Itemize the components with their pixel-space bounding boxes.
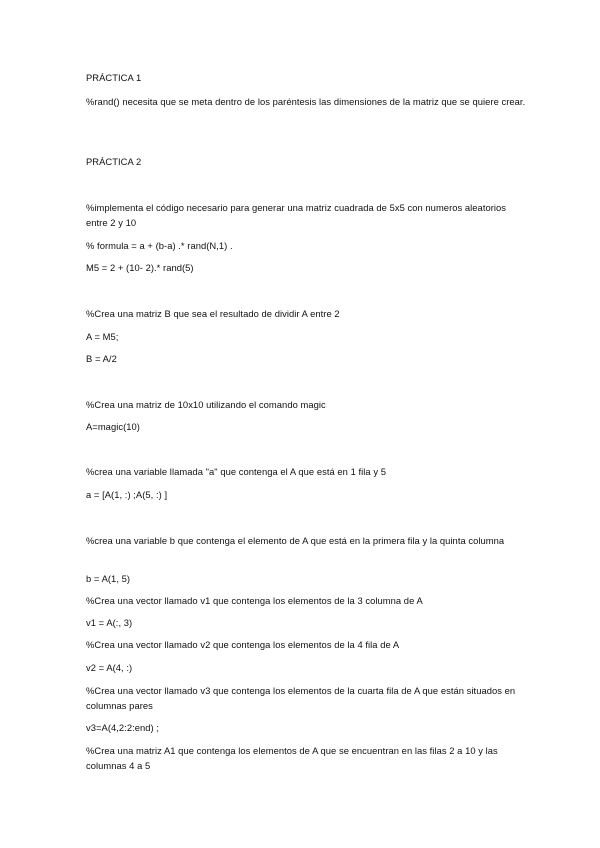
code-a: a = [A(1, :) ;A(5, :) ] xyxy=(86,489,168,500)
code-magic: A=magic(10) xyxy=(86,421,140,432)
comment-v1: %Crea una vector llamado v1 que contenga los elementos de la 3 columna de A xyxy=(86,595,423,606)
code-formula: % formula = a + (b-a) .* rand(N,1) . xyxy=(86,240,233,251)
comment-rand: %rand() necesita que se meta dentro de los paréntesis las dimensiones de la matriz que se quiere crear. xyxy=(86,96,526,107)
code-a-m5: A = M5; xyxy=(86,331,119,342)
comment-variable-a: %crea una variable llamada "a" que contenga el A que está en 1 fila y 5 xyxy=(86,466,386,477)
heading-practica-1: PRÁCTICA 1 xyxy=(86,72,142,83)
code-v2: v2 = A(4, :) xyxy=(86,662,133,673)
comment-variable-b: %crea una variable b que contenga el elemento de A que está en la primera fila y la quinta columna xyxy=(86,535,505,546)
heading-practica-2: PRÁCTICA 2 xyxy=(86,156,142,167)
code-b-index: b = A(1, 5) xyxy=(86,573,131,584)
comment-v3: %Crea una vector llamado v3 que contenga los elementos de la cuarta fila de A que están situados en columnas pares xyxy=(86,685,518,711)
comment-matriz-b: %Crea una matriz B que sea el resultado de dividir A entre 2 xyxy=(86,308,340,319)
comment-magic: %Crea una matriz de 10x10 utilizando el comando magic xyxy=(86,399,326,410)
comment-implementa: %implementa el código necesario para generar una matriz cuadrada de 5x5 con numeros aleatorios entre 2 y 10 xyxy=(86,202,509,228)
code-v3: v3=A(4,2:2:end) ; xyxy=(86,722,160,733)
code-v1: v1 = A(:, 3) xyxy=(86,617,133,628)
code-b: B = A/2 xyxy=(86,353,117,364)
comment-a1: %Crea una matriz A1 que contenga los elementos de A que se encuentran en las filas 2 a 10 y las columnas 4 a 5 xyxy=(86,745,501,771)
code-m5: M5 = 2 + (10- 2).* rand(5) xyxy=(86,262,194,273)
comment-v2: %Crea una vector llamado v2 que contenga los elementos de la 4 fila de A xyxy=(86,639,400,650)
